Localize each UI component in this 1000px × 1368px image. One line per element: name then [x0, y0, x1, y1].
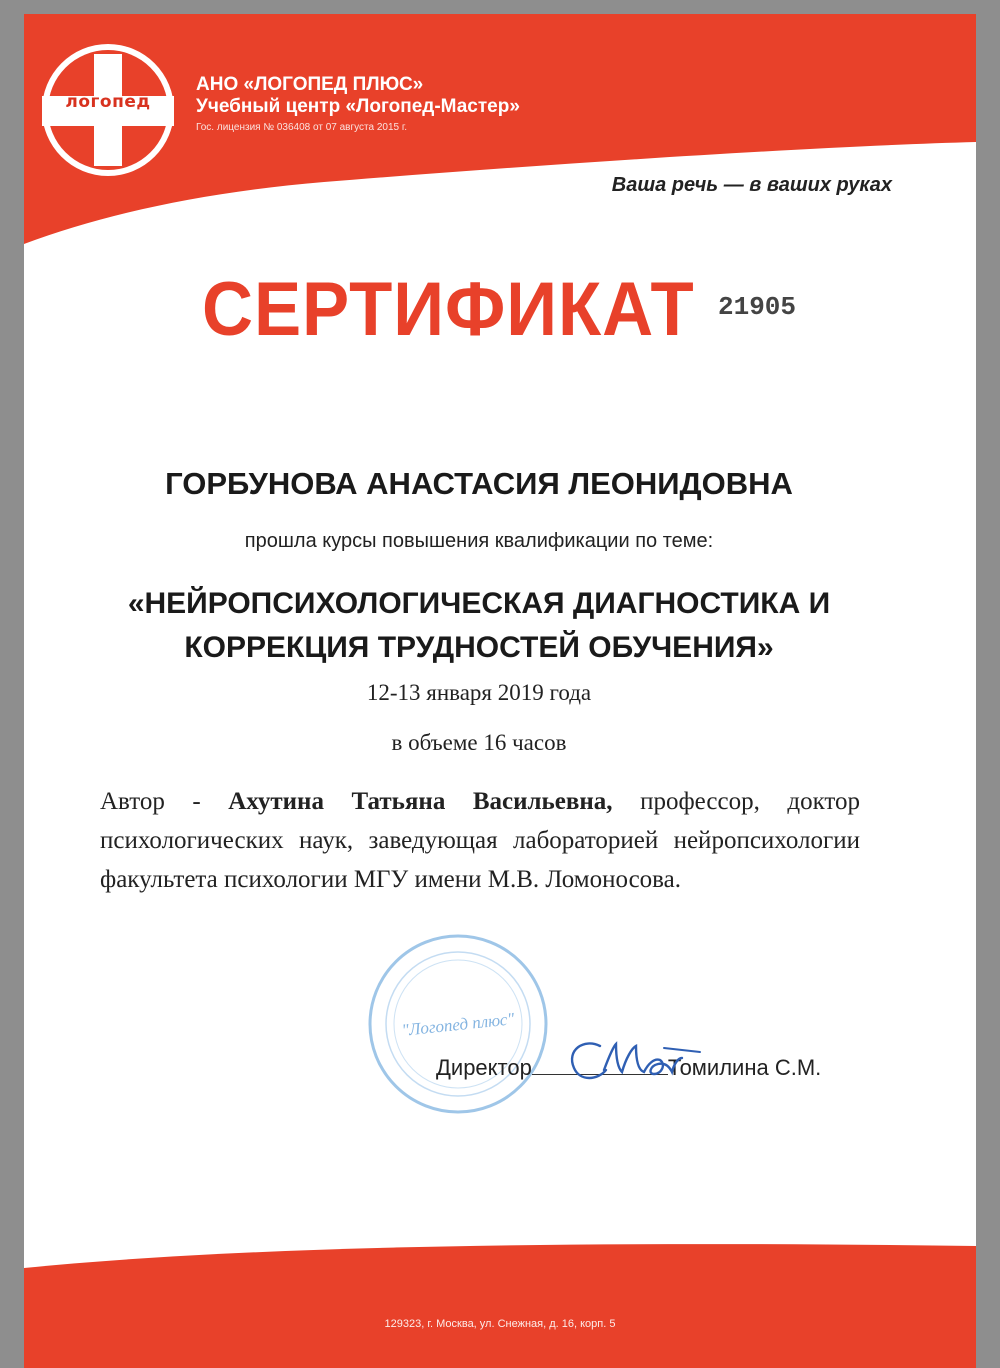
course-volume: в объеме 16 часов [391, 730, 567, 755]
passed-course-text: прошла курсы повышения квалификации по теме: [244, 530, 714, 552]
course-topic-line1: «НЕЙРОПСИХОЛОГИЧЕСКАЯ ДИАГНОСТИКА И [127, 587, 831, 620]
license-text: Гос. лицензия № 036408 от 07 августа 2015 г. [196, 122, 408, 133]
org-name: АНО «ЛОГОПЕД ПЛЮС» [196, 74, 424, 95]
certificate-page [24, 14, 976, 1368]
author-paragraph [100, 782, 860, 899]
director-name: Томилина С.М. [667, 1055, 822, 1080]
course-dates: 12-13 января 2019 года [366, 680, 592, 705]
footer-red-band [24, 1228, 976, 1368]
slogan: Ваша речь — в ваших руках [611, 174, 892, 196]
logo-text: логопед [65, 92, 151, 112]
organization-info [196, 74, 520, 138]
certificate-title: СЕРТИФИКАТ [202, 267, 695, 352]
director-label: Директор [436, 1055, 532, 1080]
stamp-text: "Логопед плюс" [400, 1009, 516, 1040]
training-center-name: Учебный центр «Логопед-Мастер» [196, 96, 520, 117]
course-topic [24, 582, 934, 670]
author-credentials: профессор, доктор психологических наук, заведующая лабораторией нейропсихологии факультета психологии МГУ имени М.В. Ломоносова. [100, 788, 861, 893]
author-name: Ахутина Татьяна Васильевна, [228, 788, 613, 815]
recipient-name: ГОРБУНОВА АНАСТАСИЯ ЛЕОНИДОВНА [165, 466, 793, 501]
author-prefix: Автор - [100, 788, 229, 815]
round-stamp [364, 930, 552, 1118]
handwritten-signature [554, 1024, 744, 1094]
serial-number: 21905 [718, 292, 797, 322]
footer-address: 129323, г. Москва, ул. Снежная, д. 16, корп. 5 [384, 1318, 616, 1330]
course-topic-line2: КОРРЕКЦИЯ ТРУДНОСТЕЙ ОБУЧЕНИЯ» [184, 631, 774, 664]
